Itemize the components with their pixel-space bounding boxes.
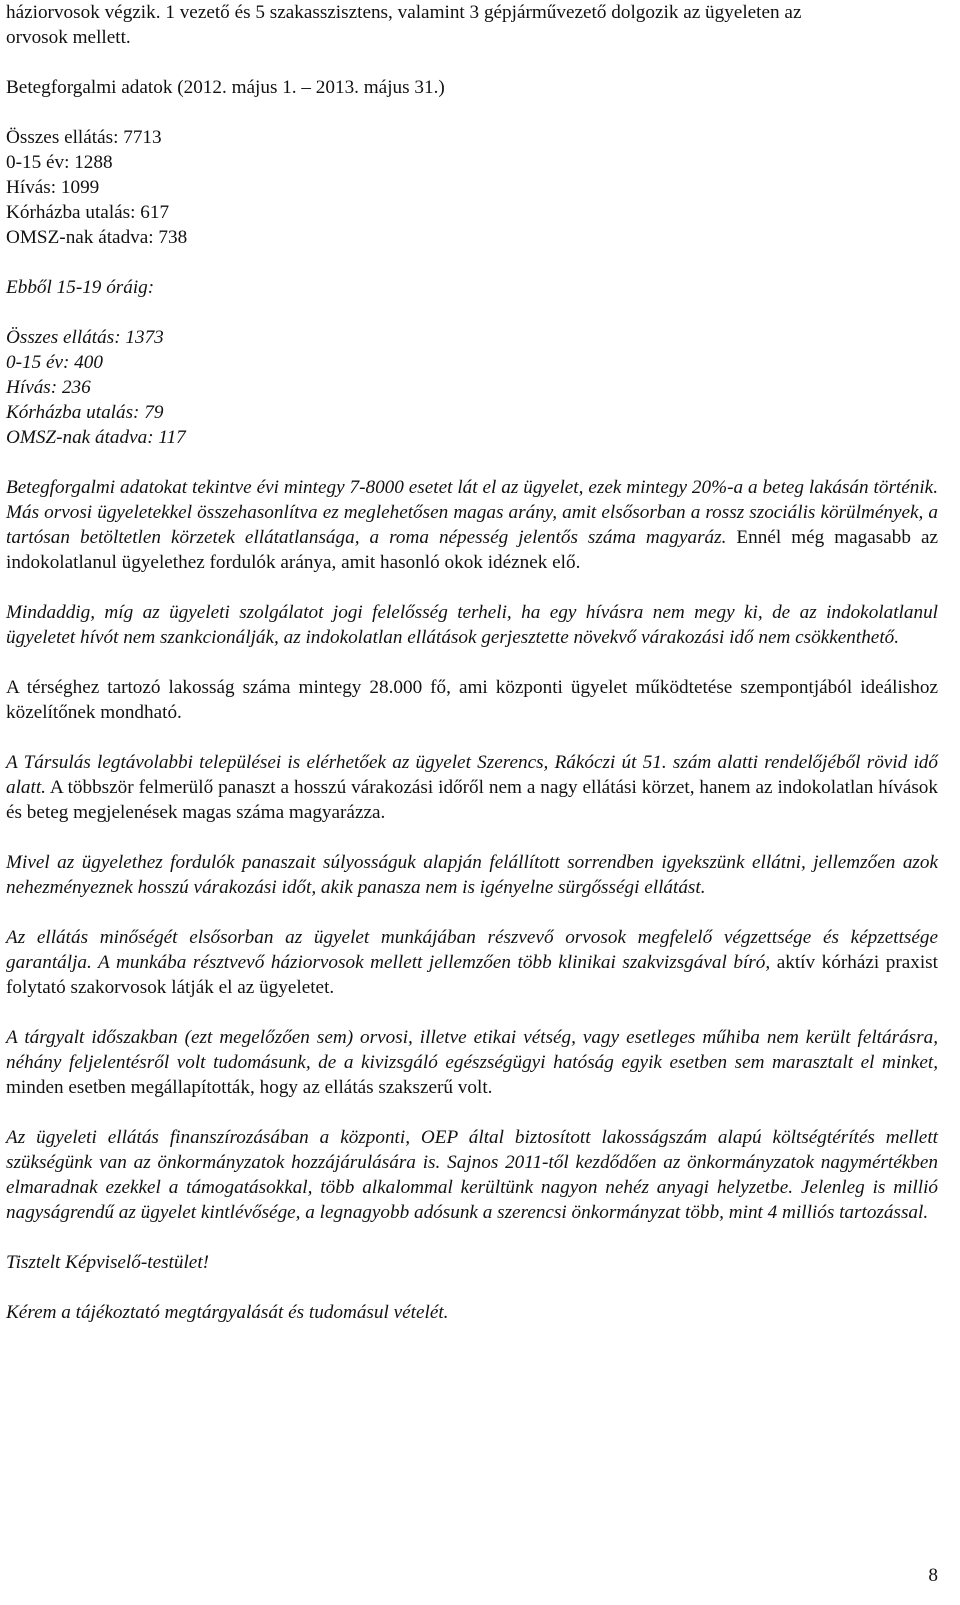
stats-title: Betegforgalmi adatok (2012. május 1. – 2013. május 31.) xyxy=(6,77,445,98)
stat-line: Összes ellátás: 7713 xyxy=(6,127,162,148)
paragraph-italic-part: Az ellátás minőségét elsősorban az ügyelet munkájában részvevő orvosok megfelelő végzettsége és képzettsége garantálja. A munkába résztvevő háziorvosok mellett jellemzően több klinikai szakvizsgával bíró, xyxy=(6,927,938,973)
night-stat-line: Kórházba utalás: 79 xyxy=(6,402,164,423)
paragraph-patient-traffic xyxy=(6,475,938,575)
paragraph-malpractice xyxy=(6,1025,938,1100)
paragraph-italic-part: Betegforgalmi adatokat tekintve évi mintegy 7-8000 esetet lát el az ügyelet, ezek mintegy 20%-a a beteg lakásán történik. Más orvosi ügyeletekkel összehasonlítva ez meglehetősen magas arány, amit elsősorban a rossz szociális körülmények, a tartósan betöltetlen körzetek ellátatlansága, a roma népesség jelentős száma magyaráz. xyxy=(6,477,938,548)
paragraph-italic-part: A Társulás legtávolabbi települései is elérhetőek az ügyelet Szerencs, Rákóczi út 51. szám alatti rendelőjéből rövid idő alatt. xyxy=(6,752,938,798)
greeting: Tisztelt Képviselő-testület! xyxy=(6,1252,210,1273)
night-stat-line: Hívás: 236 xyxy=(6,377,91,398)
paragraph-triage: Mivel az ügyelethez fordulók panaszait súlyosságuk alapján felállított sorrendben igyekszünk ellátni, jellemzően azok nehezményeznek hosszú várakozási időt, akik panasza nem is igényelne sürgősségi ellátást. xyxy=(6,852,938,898)
paragraph-quality xyxy=(6,925,938,1000)
stat-line: 0-15 év: 1288 xyxy=(6,152,113,173)
intro-line-1: háziorvosok végzik. 1 vezető és 5 szakasszisztens, valamint 3 gépjárművezető dolgozik az ügyeleten az xyxy=(6,2,802,23)
paragraph-italic-part: A tárgyalt időszakban (ezt megelőzően sem) orvosi, illetve etikai vétség, vagy esetleges műhiba nem került feltárásra, néhány feljelentésről volt tudomásunk, de a kivizsgáló egészségügyi hatóság egyik esetben sem marasztalt el minket, xyxy=(6,1027,938,1073)
night-stats-title: Ebből 15-19 óráig: xyxy=(6,277,155,298)
paragraph-accessibility xyxy=(6,750,938,825)
paragraph-liability: Mindaddig, míg az ügyeleti szolgálatot jogi felelősség terheli, ha egy hívásra nem megy ki, de az indokolatlanul ügyeletet hívót nem szankcionálják, az indokolatlan ellátások gerjesztette növekvő várakozási idő nem csökkenthető. xyxy=(6,602,938,648)
closing: Kérem a tájékoztató megtárgyalását és tudomásul vételét. xyxy=(6,1302,449,1323)
night-stat-line: 0-15 év: 400 xyxy=(6,352,103,373)
stat-line: Hívás: 1099 xyxy=(6,177,100,198)
intro-line-2: orvosok mellett. xyxy=(6,27,131,48)
paragraph-normal-part: A többször felmerülő panaszt a hosszú várakozási időről nem a nagy ellátási körzet, hanem az indokolatlan hívások és beteg megjelenések magas száma magyarázza. xyxy=(6,777,938,823)
stat-line: OMSZ-nak átadva: 738 xyxy=(6,227,188,248)
night-stat-line: Összes ellátás: 1373 xyxy=(6,327,164,348)
paragraph-normal-part: aktív kórházi praxist folytató szakorvosok látják el az ügyeletet. xyxy=(6,952,938,998)
page-number: 8 xyxy=(928,1565,938,1586)
paragraph-population: A térséghez tartozó lakosság száma mintegy 28.000 fő, ami központi ügyelet működtetése szempontjából ideálishoz közelítőnek mondható. xyxy=(6,677,938,723)
stat-line: Kórházba utalás: 617 xyxy=(6,202,170,223)
paragraph-normal-part: minden esetben megállapították, hogy az ellátás szakszerű volt. xyxy=(6,1077,493,1098)
night-stat-line: OMSZ-nak átadva: 117 xyxy=(6,427,186,448)
document-page xyxy=(6,0,938,1325)
paragraph-normal-part: Ennél még magasabb az indokolatlanul ügyelethez fordulók aránya, amit hasonló okok idéznek elő. xyxy=(6,527,939,573)
paragraph-financing: Az ügyeleti ellátás finanszírozásában a központi, OEP által biztosított lakosságszám alapú költségtérítés mellett szükségünk van az önkormányzatok hozzájárulására is. Sajnos 2011-től kezdődően az önkormányzatok nagymértékben elmaradnak ezekkel a támogatásokkal, több alkalommal kerültünk nagyon nehéz anyagi helyzetbe. Jelenleg is millió nagyságrendű az ügyelet kintlévősége, a legnagyobb adósunk a szerencsi önkormányzat több, mint 4 milliós tartozással. xyxy=(6,1127,938,1223)
